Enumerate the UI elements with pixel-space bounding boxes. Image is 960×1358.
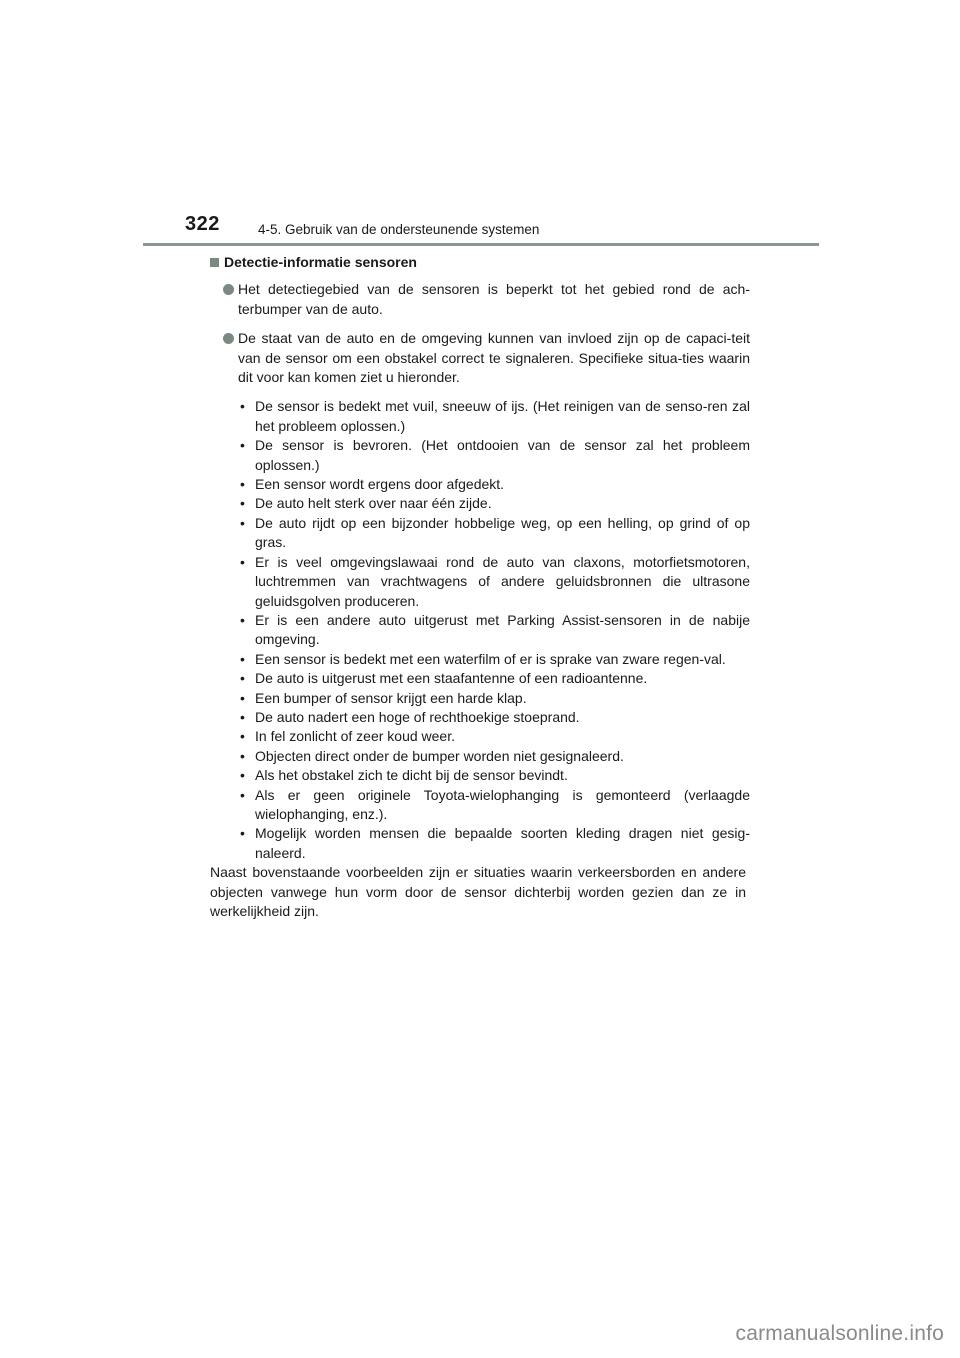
circle-list-item-text: Het detectiegebied van de sensoren is beperkt tot het gebied rond de ach-terbumper van de auto. [238, 281, 750, 317]
list-item [238, 727, 750, 746]
closing-paragraph: Naast bovenstaande voorbeelden zijn er situaties waarin verkeersborden en andere objecten vanwege hun vorm door de sensor dichterbij worden gezien dan ze in werkelijkheid zijn. [210, 864, 746, 919]
page-content [210, 253, 750, 921]
list-item [238, 611, 750, 650]
list-item-text: Een bumper of sensor krijgt een harde klap. [255, 689, 527, 706]
dot-bullet-icon: • [240, 786, 245, 803]
list-item-text: De auto is uitgerust met een staafantenne of een radioantenne. [255, 670, 648, 687]
dot-bullet-icon: • [240, 689, 245, 706]
list-item-text: Er is een andere auto uitgerust met Parking Assist-sensoren in de nabije omgeving. [255, 611, 750, 648]
dot-bullet-icon: • [240, 553, 245, 570]
dot-bullet-icon: • [240, 670, 245, 687]
list-item-text: In fel zonlicht of zeer koud weer. [255, 728, 455, 745]
header-divider [143, 243, 819, 246]
subheading [210, 253, 750, 272]
list-item [238, 786, 750, 825]
dot-bullet-icon: • [240, 514, 245, 531]
list-item [238, 708, 750, 727]
list-item-text: De auto nadert een hoge of rechthoekige stoeprand. [255, 708, 580, 725]
list-item [238, 553, 750, 611]
dot-bullet-icon: • [240, 825, 245, 842]
list-item [238, 669, 750, 688]
circle-list-item-text: De staat van de auto en de omgeving kunnen van invloed zijn op de capaci-teit van de sensor om een obstakel correct te signaleren. Specifieke situa-ties waarin dit voor kan komen ziet u hieronder. [238, 330, 750, 386]
section-title: 4-5. Gebruik van de ondersteunende systemen [258, 222, 540, 237]
list-item [238, 475, 750, 494]
list-item [238, 436, 750, 475]
list-item-text: De sensor is bedekt met vuil, sneeuw of ijs. (Het reinigen van de senso-ren zal het probleem oplossen.) [255, 398, 750, 434]
dot-bullet-icon: • [240, 611, 245, 628]
page-number: 322 [185, 213, 220, 235]
list-item-text: De auto helt sterk over naar één zijde. [255, 495, 492, 512]
list-item-text: De sensor is bevroren. (Het ontdooien van de sensor zal het probleem oplossen.) [255, 437, 750, 473]
list-item [238, 397, 750, 436]
list-item-text: Er is veel omgevingslawaai rond de auto van claxons, motorfietsmotoren, luchtremmen van vrachtwagens of andere geluidsbronnen die ultrasone geluidsgolven produceren. [255, 553, 750, 609]
circle-list-item [210, 280, 750, 319]
dot-bullet-icon: • [240, 476, 245, 493]
list-item-text: Mogelijk worden mensen die bepaalde soorten kleding dragen niet gesig-naleerd. [255, 825, 750, 861]
circle-bullet-icon [223, 333, 234, 344]
circle-bullet-icon [223, 284, 234, 295]
situation-list [238, 397, 750, 863]
dot-bullet-icon: • [240, 767, 245, 784]
list-item-text: Als het obstakel zich te dicht bij de sensor bevindt. [255, 767, 568, 784]
list-item-text: Een sensor wordt ergens door afgedekt. [255, 476, 505, 493]
list-item [238, 689, 750, 708]
list-item [238, 766, 750, 785]
list-item [238, 747, 750, 766]
dot-bullet-icon: • [240, 495, 245, 512]
list-item-text: Als er geen originele Toyota-wielophanging is gemonteerd (verlaagde wielophanging, enz.). [255, 786, 750, 822]
circle-list-item [210, 329, 750, 387]
list-item-text: Een sensor is bedekt met een waterfilm of er is sprake van zware regen-val. [255, 650, 726, 667]
list-item [238, 514, 750, 553]
dot-bullet-icon: • [240, 650, 245, 667]
subheading-text: Detectie-informatie sensoren [224, 254, 417, 270]
watermark: carmanualsonline.info [735, 1322, 944, 1345]
list-item-text: Objecten direct onder de bumper worden niet gesignaleerd. [255, 747, 624, 764]
list-item [238, 650, 750, 669]
list-item [238, 494, 750, 513]
dot-bullet-icon: • [240, 728, 245, 745]
dot-bullet-icon: • [240, 437, 245, 454]
dot-bullet-icon: • [240, 747, 245, 764]
square-bullet-icon [210, 258, 219, 267]
list-item [238, 824, 750, 863]
dot-bullet-icon: • [240, 398, 245, 415]
dot-bullet-icon: • [240, 708, 245, 725]
page-header [0, 0, 960, 250]
list-item-text: De auto rijdt op een bijzonder hobbelige weg, op een helling, op grind of op gras. [255, 514, 750, 551]
